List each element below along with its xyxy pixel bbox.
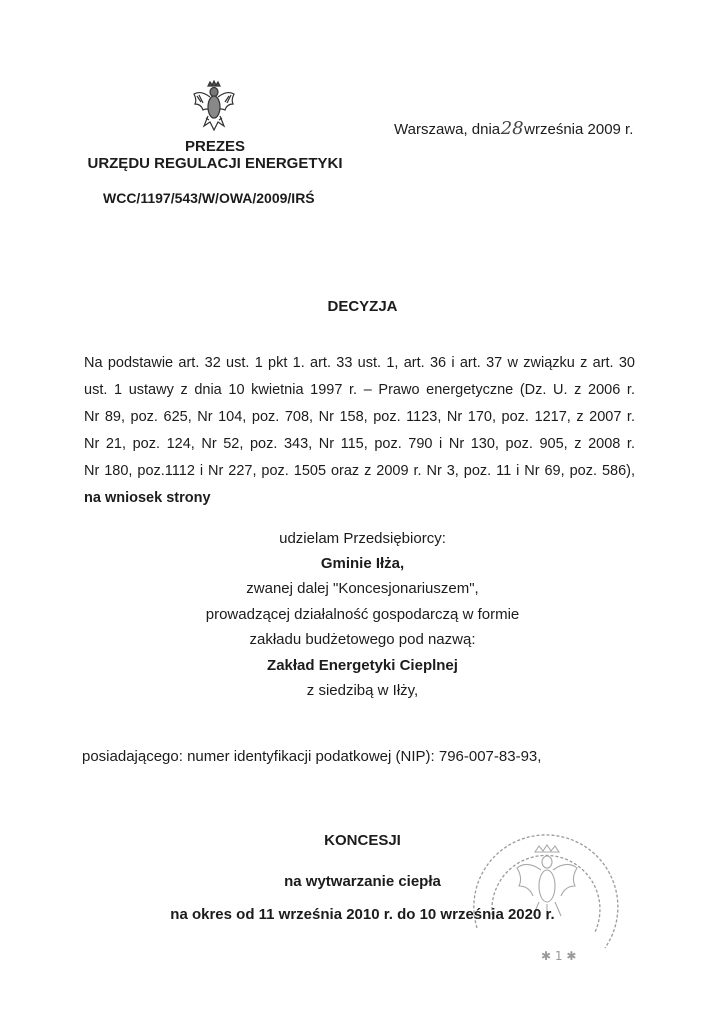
handwritten-day: 28 [500, 118, 524, 139]
legal-basis-paragraph [84, 350, 635, 512]
legal-basis-line: ust. 1 ustawy z dnia 10 kwietnia 1997 r. – Prawo energetyczne (Dz. U. z 2006 r. [84, 382, 635, 398]
grantee-seat: z siedzibą w Iłży, [306, 682, 419, 699]
grantee-called: zwanej dalej "Koncesjonariuszem", [246, 580, 479, 597]
issuer-title: PREZES [184, 138, 245, 155]
svg-text:✱ 1 ✱: ✱ 1 ✱ [541, 949, 577, 963]
place-and-date [394, 118, 633, 139]
legal-basis-line: Nr 89, poz. 625, Nr 104, poz. 708, Nr 158, poz. 1123, Nr 170, poz. 1217, z 2007 r. [84, 409, 635, 425]
place-prefix: Warszawa, dnia [394, 121, 501, 138]
polish-eagle-emblem-icon [191, 80, 237, 132]
legal-basis-line: Na podstawie art. 32 ust. 1 pkt 1. art. 33 ust. 1, art. 36 i art. 37 w związku z art. 30 [84, 355, 635, 371]
grantee-name: Gminie Iłża, [320, 555, 405, 572]
concession-scope: na wytwarzanie ciepła [284, 873, 441, 890]
legal-basis-line: Nr 21, poz. 124, Nr 52, poz. 343, Nr 115, poz. 790 i Nr 130, poz. 905, z 2008 r. [84, 436, 635, 452]
reference-number: WCC/1197/543/W/OWA/2009/IRŚ [103, 190, 315, 206]
grantee-company: Zakład Energetyki Cieplnej [267, 657, 458, 674]
concession-title: KONCESJI [324, 832, 401, 849]
on-request-line: na wniosek strony [84, 490, 211, 506]
document-title: DECYZJA [327, 298, 398, 315]
grantee-activity: prowadzącej działalność gospodarczą w formie [205, 606, 520, 623]
grantee-form: zakładu budżetowego pod nazwą: [249, 631, 476, 648]
issuer-office: URZĘDU REGULACJI ENERGETYKI [87, 155, 343, 172]
legal-basis-line: Nr 180, poz.1112 i Nr 227, poz. 1505 oraz z 2009 r. Nr 3, poz. 11 i Nr 69, poz. 586), [84, 463, 635, 479]
grantee-intro: udzielam Przedsiębiorcy: [279, 530, 446, 547]
concession-period: na okres od 11 września 2010 r. do 10 września 2020 r. [170, 906, 555, 923]
nip-line: posiadającego: numer identyfikacji podatkowej (NIP): 796-007-83-93, [82, 748, 542, 765]
date-suffix: września 2009 r. [524, 121, 634, 138]
